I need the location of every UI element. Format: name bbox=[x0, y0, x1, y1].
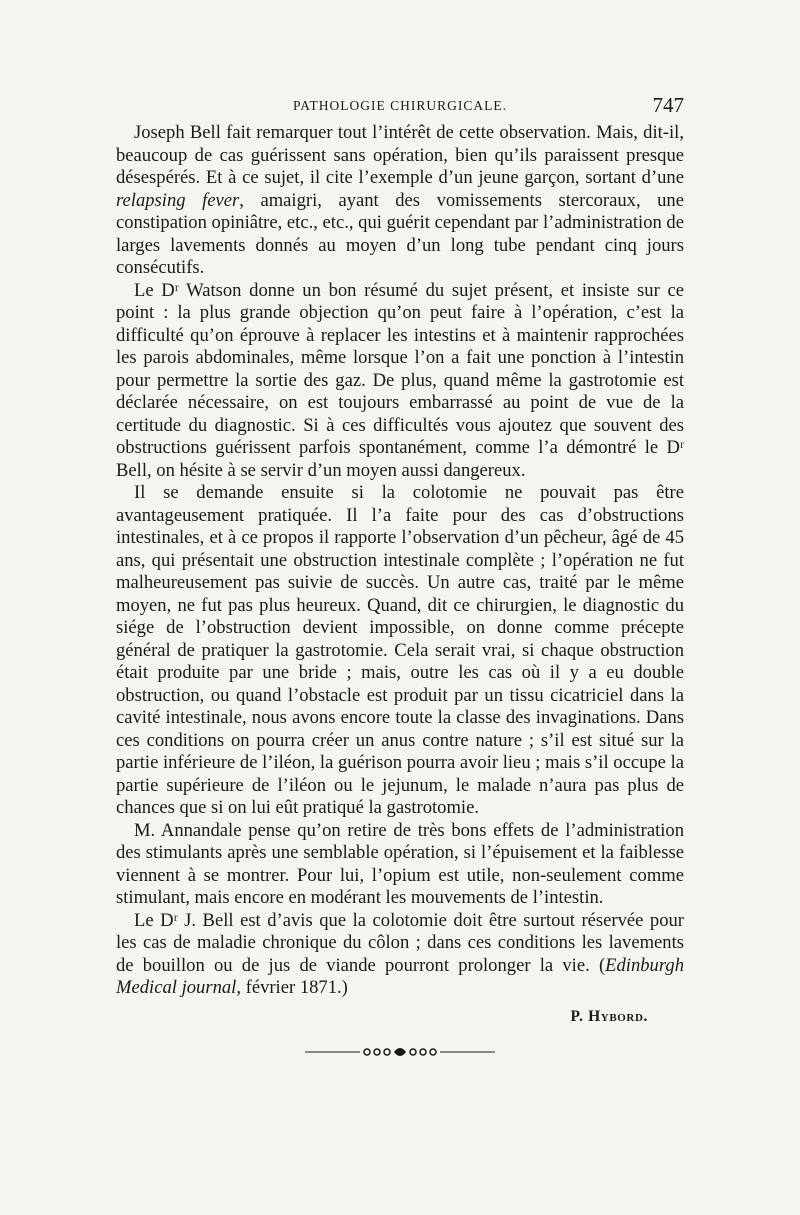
document-page bbox=[116, 92, 684, 1060]
text-segment: Le Dʳ Watson donne un bon résumé du sujet présent, et insiste sur ce point : la plus grande objection qu’on peut faire à l’opération, c’est la difficulté qu’on éprouve à replacer les intestins et à maintenir rapprochées les parois abdominales, même lorsque l’on a fait une ponction à l’intestin pour permettre la sortie des gaz. De plus, quand même la gastrotomie est déclarée nécessaire, on est toujours embarrassé au point de vue de la certitude du diagnostic. Si à ces difficultés vous ajoutez que souvent des obstructions guérissent parfois spontanément, comme l’a démontré le Dʳ Bell, on hésite à se servir d’un moyen aussi dangereux. bbox=[116, 279, 684, 481]
italic-text: Edinburgh Medical journal bbox=[116, 954, 684, 998]
author-name: Hybord. bbox=[588, 1007, 648, 1025]
text-segment: Il se demande ensuite si la colotomie ne pouvait pas être avantageusement pratiquée. Il l’a faite pour des cas d’obstructions intestinales, et à ce propos il rapporte l’observation d’un pêcheur, âgé de 45 ans, qui présentait une obstruction intestinale complète ; l’opération ne fut malheureusement pas suivie de succès. Un autre cas, traité par le même moyen, ne fut pas plus heureux. Quand, dit ce chirurgien, le diagnostic du siége de l’obstruction devient impossible, on donne comme précepte général de pratiquer la gastrotomie. Cela serait vrai, si chaque obstruction était produite par une bride ; mais, outre les cas où il y a eu double obstruction, ou quand l’obstacle est produit par un tissu cicatriciel dans la cavité intestinale, nous avons encore toute la classe des invaginations. Dans ces conditions on pourra créer un anus contre nature ; s’il est situé sur la partie inférieure de l’iléon, la guérison pourra avoir lieu ; mais s’il occupe la partie supérieure de l’iléon ou le jejunum, le malade n’aura pas plus de chances que si on lui eût pratiqué la gastrotomie. bbox=[116, 482, 684, 818]
page-number: 747 bbox=[652, 93, 684, 117]
text-segment: , février 1871.) bbox=[236, 977, 348, 998]
text-segment: M. Annandale pense qu’on retire de très bons effets de l’administration des stimulants après une semblable opération, si l’épuisement et la faiblesse viennent à se montrer. Pour lui, l’opium est utile, non-seulement comme stimulant, mais encore en modérant les mouvements de l’intestin. bbox=[116, 819, 684, 908]
paragraph bbox=[116, 122, 684, 280]
text-segment: Joseph Bell fait remarquer tout l’intérêt de cette observation. Mais, dit-il, beaucoup de cas guérissent sans opération, bien qu’ils paraissent presque désespérés. Et à ce sujet, il cite l’exemple d’un jeune garçon, sortant d’une bbox=[116, 122, 684, 188]
paragraph bbox=[116, 910, 684, 1000]
paragraph bbox=[116, 482, 684, 820]
running-title: PATHOLOGIE CHIRURGICALE. bbox=[292, 98, 507, 113]
paragraph bbox=[116, 280, 684, 483]
end-ornament-icon bbox=[305, 1044, 495, 1060]
page-header bbox=[116, 92, 684, 122]
italic-text: relapsing fever bbox=[116, 189, 240, 211]
author-initial: P. bbox=[570, 1007, 589, 1025]
article-body bbox=[116, 122, 684, 1000]
author-signature bbox=[116, 1008, 684, 1026]
text-segment: , amaigri, ayant des vomissements stercoraux, une constipation opiniâtre, etc., etc., qui guérit cependant par l’administration de larges lavements donnés au moyen d’un long tube pendant cinq jours consécutifs. bbox=[116, 189, 684, 278]
paragraph bbox=[116, 820, 684, 910]
text-segment: Le Dʳ J. Bell est d’avis que la colotomie doit être surtout réservée pour les cas de maladie chronique du côlon ; dans ces conditions les lavements de bouillon ou de jus de viande pourront prolonger la vie. ( bbox=[116, 909, 684, 976]
